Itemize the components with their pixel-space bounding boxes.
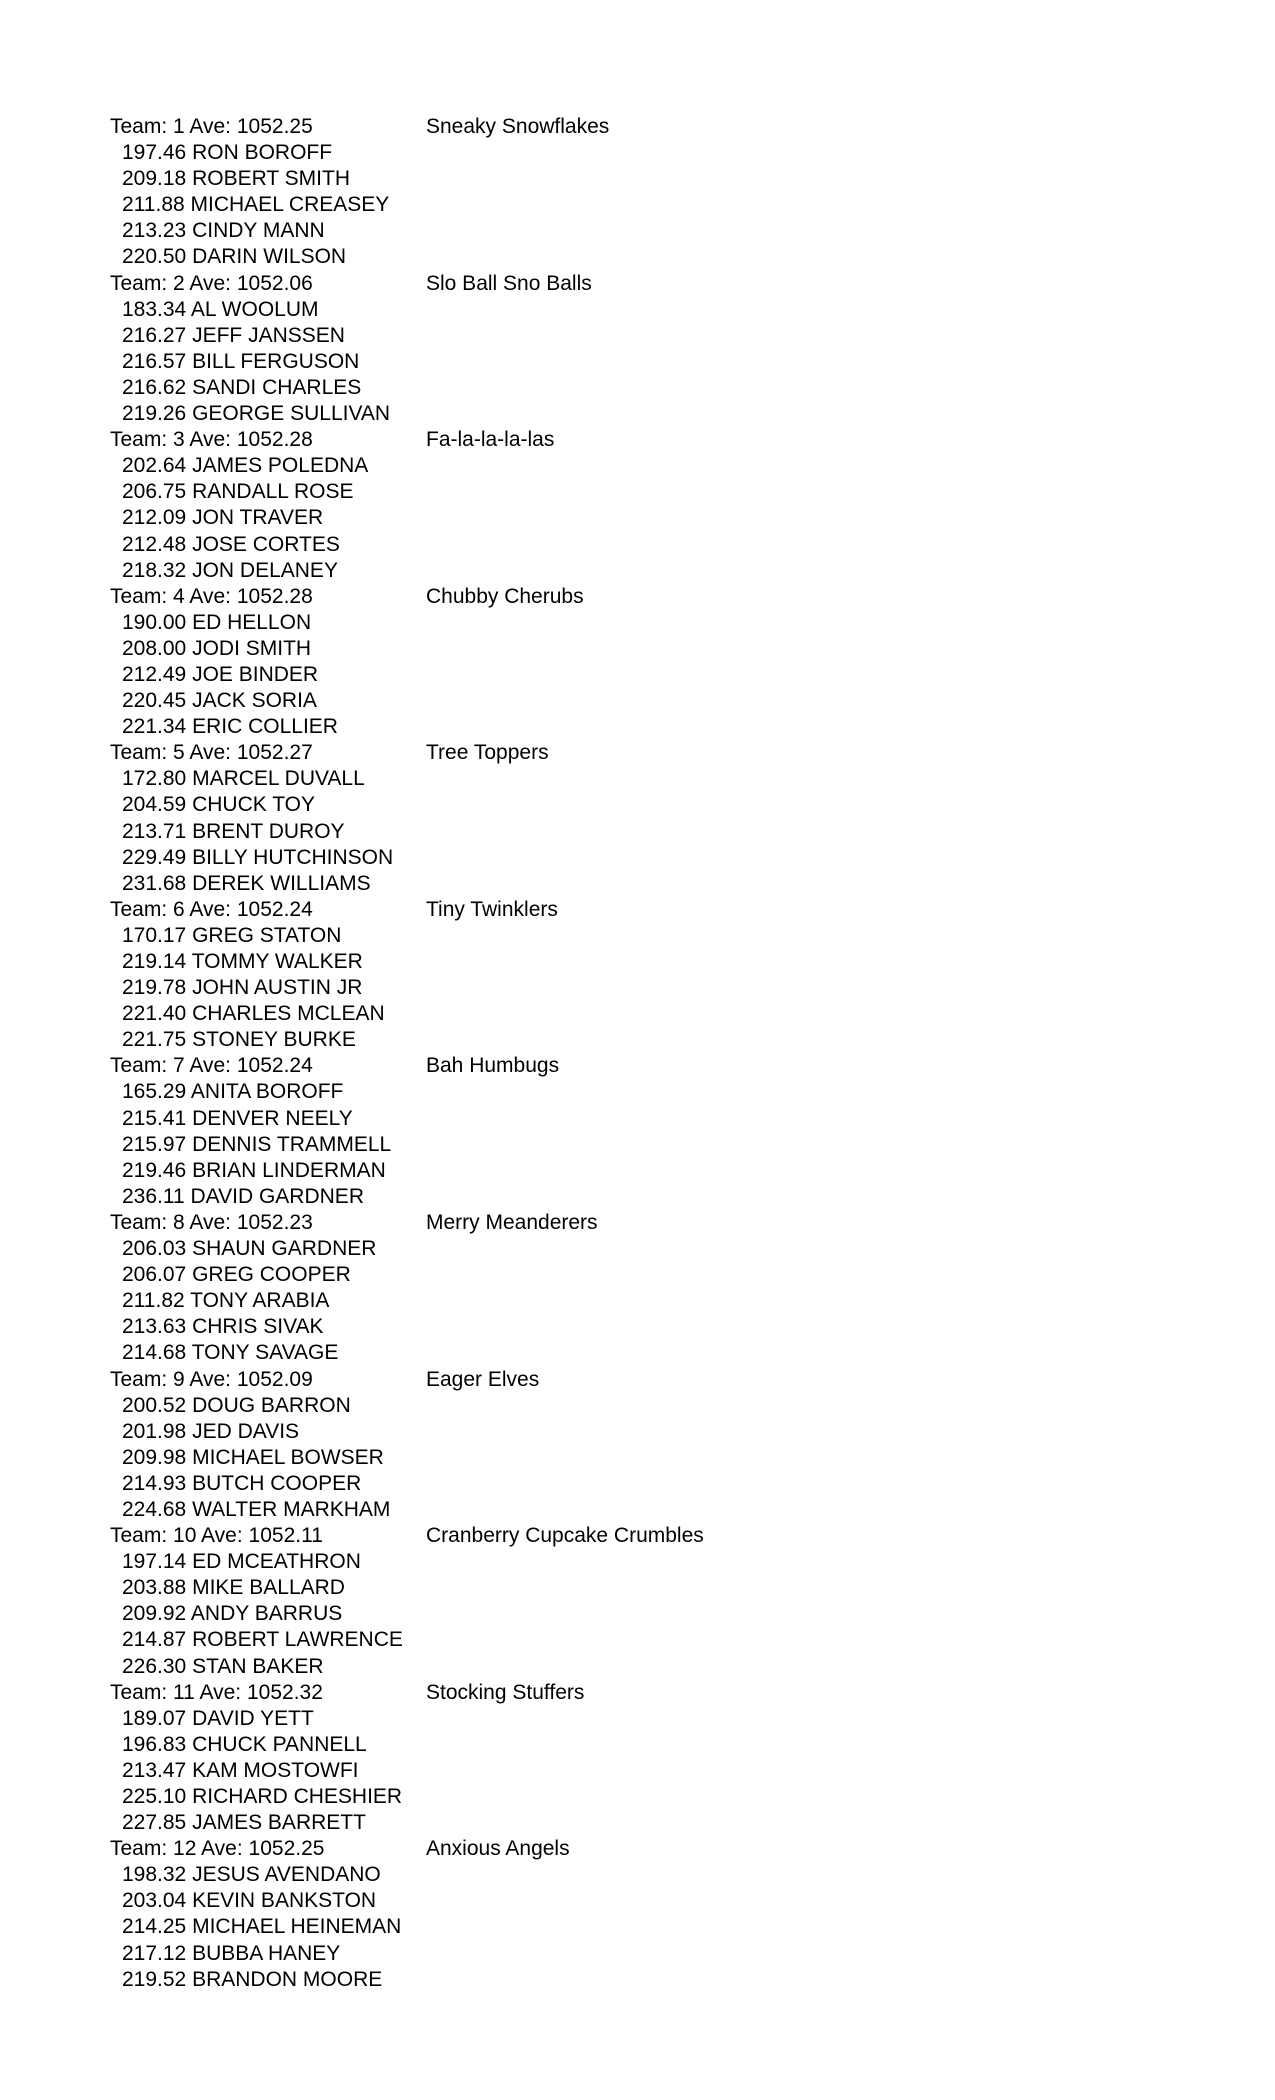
player-name: RANDALL ROSE — [192, 480, 354, 504]
player-name: MARCEL DUVALL — [192, 767, 365, 791]
player-average: 218.32 — [122, 558, 187, 582]
player-name: BRANDON MOORE — [192, 1967, 383, 1991]
team-roster-list — [110, 114, 910, 1993]
player-row — [110, 1158, 910, 1184]
player-row — [110, 244, 910, 270]
player-row — [110, 1079, 910, 1105]
team-header — [110, 897, 910, 923]
player-row — [110, 192, 910, 218]
player-name: CHUCK PANNELL — [192, 1732, 367, 1756]
player-name: JACK SORIA — [192, 689, 317, 713]
player-average: 231.68 — [122, 871, 187, 895]
player-row — [110, 1340, 910, 1366]
player-average: 202.64 — [122, 454, 187, 478]
player-average: 214.68 — [122, 1341, 187, 1365]
player-average: 206.03 — [122, 1237, 187, 1261]
player-row — [110, 532, 910, 558]
player-row — [110, 297, 910, 323]
team-header — [110, 1053, 910, 1079]
player-row — [110, 505, 910, 531]
player-average: 206.75 — [122, 480, 187, 504]
team-header — [110, 740, 910, 766]
player-average: 206.07 — [122, 1263, 187, 1287]
team-header — [110, 1367, 910, 1393]
player-name: DENVER NEELY — [192, 1106, 353, 1130]
player-row — [110, 349, 910, 375]
player-row — [110, 218, 910, 244]
player-name: JOE BINDER — [192, 662, 319, 686]
team-name: Chubby Cherubs — [426, 584, 584, 608]
team-number-average: Team: 2 Ave: 1052.06 — [110, 271, 313, 295]
player-average: 197.46 — [122, 141, 187, 165]
player-row — [110, 1758, 910, 1784]
player-row — [110, 1445, 910, 1471]
player-name: BUBBA HANEY — [192, 1941, 341, 1965]
player-row — [110, 792, 910, 818]
player-row — [110, 1497, 910, 1523]
player-name: TONY SAVAGE — [191, 1341, 339, 1365]
player-name: GREG STATON — [192, 923, 342, 947]
player-average: 189.07 — [122, 1706, 187, 1730]
player-row — [110, 1184, 910, 1210]
player-average: 209.18 — [122, 167, 187, 191]
player-average: 212.48 — [122, 532, 187, 556]
team-name: Sneaky Snowflakes — [426, 115, 610, 138]
team-name: Stocking Stuffers — [426, 1680, 585, 1704]
player-average: 212.49 — [122, 662, 187, 686]
team-name: Tree Toppers — [426, 741, 549, 765]
player-row — [110, 1941, 910, 1967]
team-name: Merry Meanderers — [426, 1210, 598, 1234]
player-row — [110, 1601, 910, 1627]
player-average: 219.52 — [122, 1967, 187, 1991]
player-row — [110, 1784, 910, 1810]
player-row — [110, 1862, 910, 1888]
player-average: 204.59 — [122, 793, 187, 817]
player-average: 219.46 — [122, 1158, 187, 1182]
player-name: MIKE BALLARD — [192, 1576, 345, 1600]
player-row — [110, 636, 910, 662]
player-name: STONEY BURKE — [192, 1028, 356, 1052]
player-name: JON TRAVER — [192, 506, 324, 530]
player-name: JEFF JANSSEN — [192, 323, 345, 347]
player-row — [110, 1549, 910, 1575]
player-row — [110, 479, 910, 505]
player-average: 229.49 — [122, 845, 187, 869]
player-average: 213.47 — [122, 1758, 187, 1782]
player-name: ROBERT LAWRENCE — [192, 1628, 403, 1652]
team-number-average: Team: 4 Ave: 1052.28 — [110, 584, 313, 608]
player-name: ED HELLON — [192, 610, 312, 634]
player-row — [110, 1419, 910, 1445]
player-name: DARIN WILSON — [192, 245, 347, 269]
player-average: 214.87 — [122, 1628, 187, 1652]
player-row — [110, 1393, 910, 1419]
player-row — [110, 923, 910, 949]
player-row — [110, 1654, 910, 1680]
player-name: TONY ARABIA — [190, 1289, 330, 1313]
player-name: TOMMY WALKER — [191, 950, 363, 973]
player-name: DOUG BARRON — [192, 1393, 351, 1417]
team-name: Tiny Twinklers — [426, 897, 558, 921]
team-name: Eager Elves — [426, 1367, 540, 1391]
player-average: 211.88 — [122, 193, 185, 217]
player-average: 216.27 — [122, 323, 187, 347]
player-name: KAM MOSTOWFI — [192, 1758, 359, 1782]
player-average: 225.10 — [122, 1785, 187, 1808]
player-average: 211.82 — [122, 1289, 185, 1313]
player-average: 208.00 — [122, 636, 187, 660]
player-name: GREG COOPER — [192, 1263, 351, 1287]
team-header — [110, 114, 910, 140]
player-average: 220.50 — [122, 245, 187, 269]
player-average: 203.88 — [122, 1576, 187, 1600]
player-name: JAMES BARRETT — [192, 1811, 366, 1835]
player-average: 221.75 — [122, 1028, 187, 1052]
player-row — [110, 1914, 910, 1940]
player-average: 212.09 — [122, 506, 187, 530]
player-average: 219.26 — [122, 402, 187, 426]
player-average: 220.45 — [122, 689, 187, 713]
player-average: 209.98 — [122, 1445, 187, 1469]
player-average: 224.68 — [122, 1497, 187, 1521]
player-row — [110, 1314, 910, 1340]
player-name: MICHAEL CREASEY — [190, 193, 390, 217]
player-row — [110, 1288, 910, 1314]
player-name: MICHAEL HEINEMAN — [192, 1915, 402, 1939]
player-name: JOSE CORTES — [192, 532, 340, 556]
player-name: RON BOROFF — [192, 141, 333, 165]
player-average: 213.71 — [122, 819, 187, 843]
player-row — [110, 1027, 910, 1053]
player-row — [110, 1132, 910, 1158]
team-number-average: Team: 1 Ave: 1052.25 — [110, 115, 313, 138]
player-name: SHAUN GARDNER — [192, 1237, 377, 1261]
player-name: ROBERT SMITH — [192, 167, 350, 191]
player-average: 216.57 — [122, 349, 187, 373]
team-name: Anxious Angels — [426, 1837, 570, 1861]
player-name: DENNIS TRAMMELL — [192, 1132, 392, 1156]
team-number-average: Team: 11 Ave: 1052.32 — [110, 1680, 323, 1704]
team-header — [110, 1523, 910, 1549]
player-average: 217.12 — [122, 1941, 187, 1965]
player-name: ED MCEATHRON — [192, 1550, 361, 1574]
player-average: 236.11 — [122, 1184, 185, 1208]
player-row — [110, 819, 910, 845]
player-row — [110, 558, 910, 584]
player-row — [110, 610, 910, 636]
player-name: CHARLES MCLEAN — [192, 1002, 385, 1026]
player-average: 227.85 — [122, 1811, 187, 1835]
team-number-average: Team: 7 Ave: 1052.24 — [110, 1054, 313, 1078]
player-name: JODI SMITH — [192, 636, 312, 660]
player-average: 221.34 — [122, 715, 187, 739]
player-row — [110, 401, 910, 427]
player-row — [110, 1236, 910, 1262]
player-average: 183.34 — [122, 297, 187, 321]
team-number-average: Team: 9 Ave: 1052.09 — [110, 1367, 313, 1391]
player-name: BUTCH COOPER — [192, 1471, 362, 1495]
player-row — [110, 1001, 910, 1027]
player-name: SANDI CHARLES — [192, 375, 362, 399]
team-name: Cranberry Cupcake Crumbles — [426, 1524, 704, 1548]
player-average: 213.63 — [122, 1315, 187, 1339]
player-average: 170.17 — [122, 923, 187, 947]
player-name: JAMES POLEDNA — [192, 454, 369, 478]
player-name: AL WOOLUM — [190, 297, 319, 321]
player-name: BILLY HUTCHINSON — [192, 845, 394, 869]
team-name: Fa-la-la-la-las — [426, 428, 555, 452]
team-name: Bah Humbugs — [426, 1054, 560, 1078]
team-header — [110, 584, 910, 610]
player-average: 203.04 — [122, 1889, 187, 1913]
player-name: CHRIS SIVAK — [192, 1315, 324, 1339]
player-average: 214.93 — [122, 1471, 187, 1495]
player-row — [110, 1732, 910, 1758]
player-average: 196.83 — [122, 1732, 187, 1756]
player-average: 200.52 — [122, 1393, 187, 1417]
team-number-average: Team: 3 Ave: 1052.28 — [110, 428, 313, 452]
player-name: JED DAVIS — [192, 1419, 300, 1443]
player-row — [110, 375, 910, 401]
player-average: 197.14 — [122, 1550, 187, 1574]
player-row — [110, 871, 910, 897]
player-average: 190.00 — [122, 610, 187, 634]
team-number-average: Team: 6 Ave: 1052.24 — [110, 897, 313, 921]
player-row — [110, 1106, 910, 1132]
player-row — [110, 1810, 910, 1836]
player-row — [110, 323, 910, 349]
player-row — [110, 662, 910, 688]
player-row — [110, 1888, 910, 1914]
player-name: MICHAEL BOWSER — [192, 1445, 384, 1469]
player-average: 165.29 — [122, 1080, 187, 1104]
player-name: GEORGE SULLIVAN — [192, 402, 391, 426]
team-header — [110, 1210, 910, 1236]
player-row — [110, 1262, 910, 1288]
player-row — [110, 688, 910, 714]
player-name: DEREK WILLIAMS — [192, 871, 371, 895]
player-name: RICHARD CHESHIER — [192, 1785, 403, 1808]
player-average: 172.80 — [122, 767, 187, 791]
team-number-average: Team: 8 Ave: 1052.23 — [110, 1210, 313, 1234]
player-name: ANITA BOROFF — [190, 1080, 344, 1104]
team-header — [110, 1836, 910, 1862]
player-row — [110, 845, 910, 871]
player-row — [110, 1706, 910, 1732]
player-name: STAN BAKER — [192, 1654, 324, 1678]
player-average: 214.25 — [122, 1915, 187, 1939]
player-row — [110, 766, 910, 792]
player-average: 201.98 — [122, 1419, 187, 1443]
player-row — [110, 1967, 910, 1993]
player-average: 198.32 — [122, 1863, 187, 1887]
team-header — [110, 427, 910, 453]
team-header — [110, 1680, 910, 1706]
player-name: DAVID YETT — [192, 1706, 314, 1730]
player-row — [110, 714, 910, 740]
team-name: Slo Ball Sno Balls — [426, 271, 592, 295]
player-name: CINDY MANN — [192, 219, 325, 243]
player-name: BRENT DUROY — [192, 819, 345, 843]
player-name: ERIC COLLIER — [192, 715, 338, 739]
player-name: JON DELANEY — [192, 558, 338, 582]
player-name: ANDY BARRUS — [190, 1602, 343, 1626]
player-average: 219.78 — [122, 976, 187, 1000]
player-average: 226.30 — [122, 1654, 187, 1678]
team-number-average: Team: 12 Ave: 1052.25 — [110, 1837, 325, 1861]
player-average: 216.62 — [122, 375, 187, 399]
player-name: WALTER MARKHAM — [192, 1497, 391, 1521]
player-name: BRIAN LINDERMAN — [192, 1158, 386, 1182]
team-header — [110, 271, 910, 297]
player-name: KEVIN BANKSTON — [192, 1889, 377, 1913]
player-name: BILL FERGUSON — [192, 349, 360, 373]
player-row — [110, 949, 910, 975]
team-number-average: Team: 5 Ave: 1052.27 — [110, 741, 313, 765]
player-name: JESUS AVENDANO — [192, 1863, 381, 1887]
player-row — [110, 140, 910, 166]
player-average: 219.14 — [122, 950, 187, 973]
player-average: 215.97 — [122, 1132, 187, 1156]
player-row — [110, 1575, 910, 1601]
player-name: CHUCK TOY — [192, 793, 315, 817]
player-name: DAVID GARDNER — [190, 1184, 364, 1208]
player-average: 221.40 — [122, 1002, 187, 1026]
player-average: 215.41 — [122, 1106, 187, 1130]
player-row — [110, 166, 910, 192]
team-number-average: Team: 10 Ave: 1052.11 — [110, 1524, 323, 1548]
player-average: 213.23 — [122, 219, 187, 243]
player-name: JOHN AUSTIN JR — [192, 976, 363, 1000]
player-average: 209.92 — [122, 1602, 187, 1626]
player-row — [110, 453, 910, 479]
player-row — [110, 975, 910, 1001]
player-row — [110, 1471, 910, 1497]
player-row — [110, 1627, 910, 1653]
